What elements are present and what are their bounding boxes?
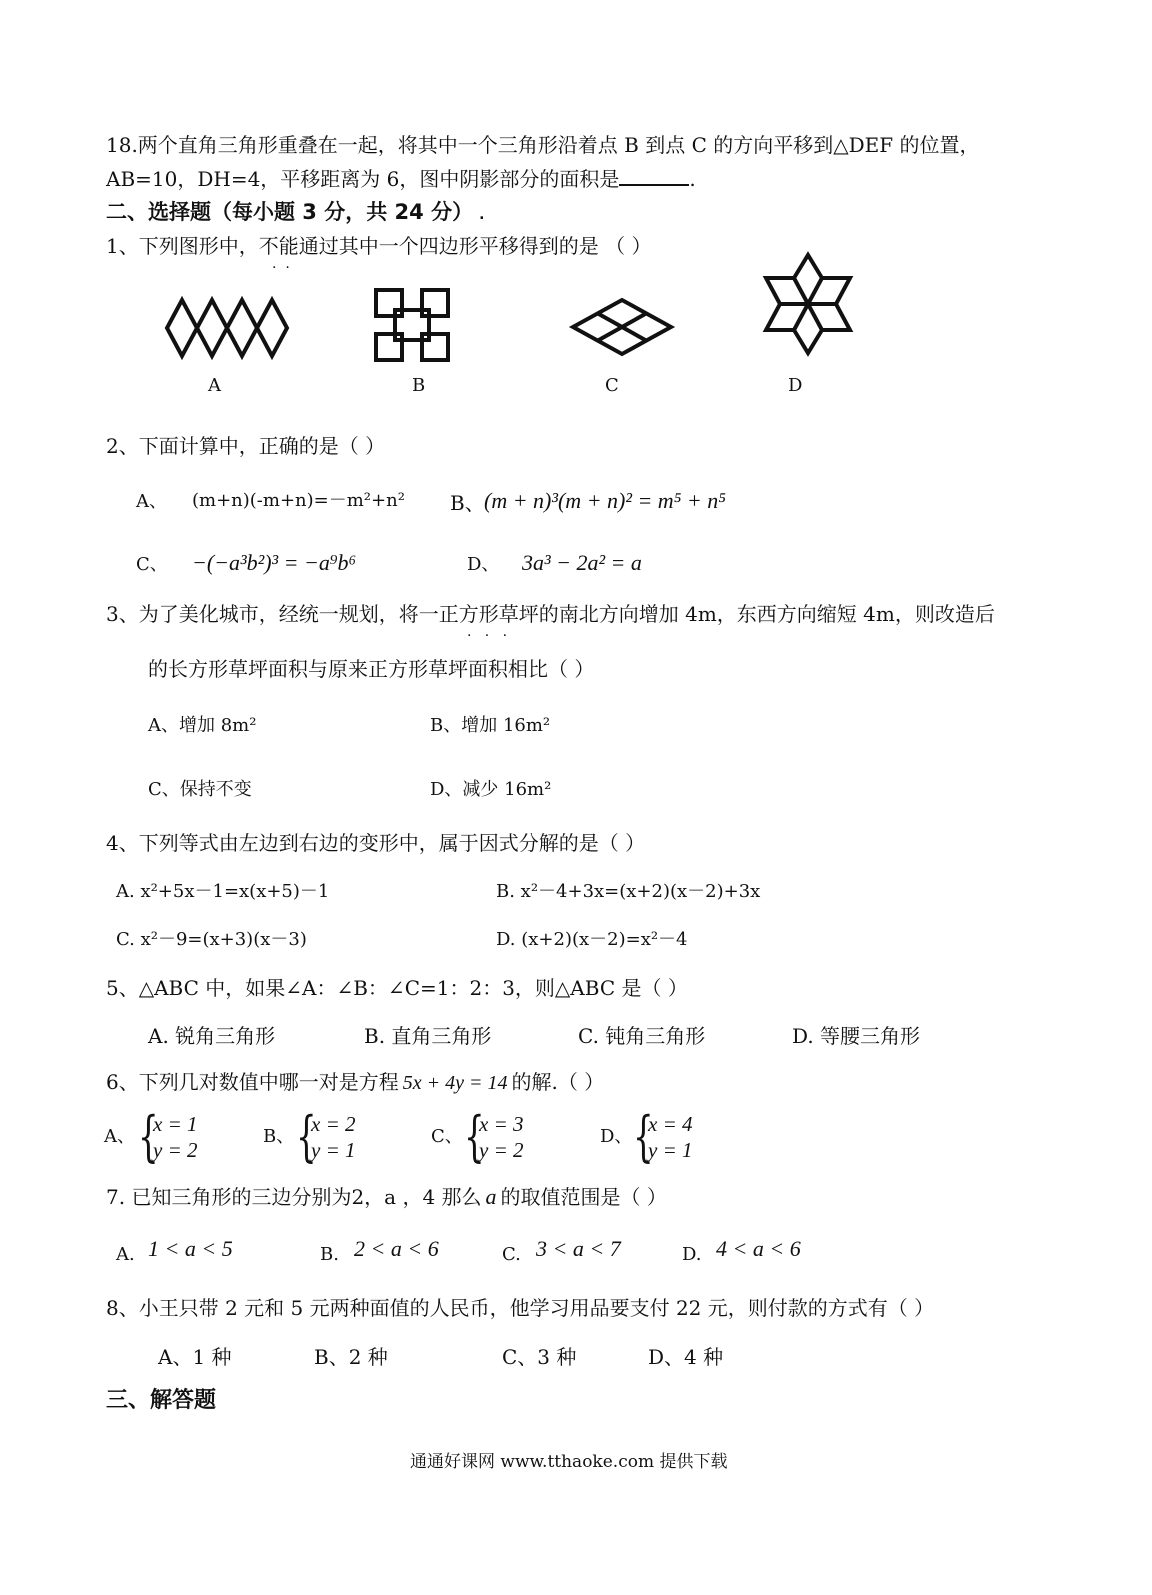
answer-blank[interactable] bbox=[619, 166, 689, 186]
figure-b-square-grid bbox=[373, 288, 453, 362]
q4-option-a: A. x²+5x－1=x(x+5)－1 bbox=[116, 881, 330, 902]
figure-d-star bbox=[760, 252, 856, 356]
q3-line1-a: 3、为了美化城市，经统一规划，将一 bbox=[106, 602, 439, 626]
q5-option-d: D. 等腰三角形 bbox=[792, 1024, 921, 1048]
q4-option-c: C. x²－9=(x+3)(x－3) bbox=[116, 929, 307, 950]
q3-option-d: D、减少 16m² bbox=[430, 779, 552, 800]
q1-stem bbox=[106, 236, 651, 256]
q6-option-c-label: C、 bbox=[431, 1126, 463, 1147]
q7-option-b-expr: 2 < a < 6 bbox=[354, 1236, 439, 1261]
q6-option-a-x: x = 1 bbox=[153, 1112, 198, 1136]
q1-stem-emph: 不能 bbox=[258, 234, 299, 258]
emphasis-dots: . . bbox=[272, 256, 290, 272]
q8-option-c: C、3 种 bbox=[502, 1345, 577, 1369]
q18-line2-end: . bbox=[689, 167, 696, 191]
q7-option-b-label: B. bbox=[320, 1244, 339, 1265]
q18-line1: 18.两个直角三角形重叠在一起，将其中一个三角形沿着点 B 到点 C 的方向平移到△DEF 的位置， bbox=[106, 133, 980, 157]
q7-option-d-expr: 4 < a < 6 bbox=[716, 1236, 801, 1261]
q5-option-c: C. 钝角三角形 bbox=[578, 1024, 706, 1048]
q7-option-d-label: D. bbox=[682, 1244, 702, 1265]
q6-option-d-y: y = 1 bbox=[648, 1138, 693, 1162]
section2-title bbox=[106, 202, 484, 223]
q6-option-d-label: D、 bbox=[600, 1126, 633, 1147]
section3-title: 三、解答题 bbox=[106, 1388, 217, 1413]
figure-label-a: A bbox=[208, 375, 221, 396]
brace-icon: { bbox=[138, 1105, 159, 1168]
q3-line1 bbox=[106, 604, 995, 624]
q3-option-a: A、增加 8m² bbox=[148, 715, 257, 736]
figure-c-rhombus bbox=[570, 297, 674, 357]
q7-option-c-label: C. bbox=[502, 1244, 521, 1265]
q5-option-a: A. 锐角三角形 bbox=[148, 1024, 276, 1048]
q8-option-b: B、2 种 bbox=[314, 1345, 388, 1369]
brace-icon: { bbox=[464, 1105, 485, 1168]
brace-icon: { bbox=[296, 1105, 317, 1168]
q8-option-d: D、4 种 bbox=[648, 1345, 724, 1369]
q1-stem-c: 通过其中一个四边形平移得到的是 （ ） bbox=[298, 234, 652, 258]
q6-option-b-y: y = 1 bbox=[311, 1138, 356, 1162]
brace-icon: { bbox=[633, 1105, 654, 1168]
q2-option-b-label: B、 bbox=[450, 491, 485, 515]
q4-stem: 4、下列等式由左边到右边的变形中，属于因式分解的是（ ） bbox=[106, 831, 646, 855]
q3-line1-c: 草坪的南北方向增加 4m，东西方向缩短 4m，则改造后 bbox=[498, 602, 995, 626]
q7-variable: a bbox=[485, 1184, 497, 1209]
q2-option-a-expr: (m+n)(-m+n)=－m²+n² bbox=[192, 490, 405, 511]
q6-option-a-label: A、 bbox=[104, 1126, 135, 1147]
q5-stem: 5、△ABC 中，如果∠A：∠B：∠C=1：2：3，则△ABC 是（ ） bbox=[106, 976, 688, 1000]
q7-stem bbox=[106, 1186, 667, 1208]
section2-title-text: 二、选择题（每小题 3 分，共 24 分） bbox=[106, 200, 474, 224]
q18-line2 bbox=[106, 166, 696, 189]
q6-option-b-label: B、 bbox=[263, 1126, 295, 1147]
q6-stem bbox=[106, 1072, 604, 1093]
q3-line2: 的长方形草坪面积与原来正方形草坪面积相比（ ） bbox=[148, 657, 595, 681]
q8-option-a: A、1 种 bbox=[158, 1345, 232, 1369]
q6-option-b-system bbox=[311, 1111, 356, 1163]
q2-option-d-label: D、 bbox=[467, 554, 500, 575]
q2-stem: 2、下面计算中，正确的是（ ） bbox=[106, 434, 386, 458]
q4-option-d: D. (x+2)(x－2)=x²－4 bbox=[496, 929, 688, 950]
q6-option-a-system bbox=[153, 1111, 198, 1163]
q6-option-c-y: y = 2 bbox=[479, 1138, 524, 1162]
q4-option-b: B. x²－4+3x=(x+2)(x－2)+3x bbox=[496, 881, 761, 902]
q3-option-c: C、保持不变 bbox=[148, 779, 252, 800]
q5-option-b: B. 直角三角形 bbox=[364, 1024, 492, 1048]
q6-option-c-system bbox=[479, 1111, 524, 1163]
figure-a-rhombus-chain bbox=[164, 297, 290, 361]
q6-stem-a: 6、下列几对数值中哪一对是方程 bbox=[106, 1070, 399, 1094]
q6-option-a-y: y = 2 bbox=[153, 1138, 198, 1162]
q6-option-d-system bbox=[648, 1111, 693, 1163]
section2-mark: . bbox=[479, 207, 485, 223]
q3-line1-emph: 正方形 bbox=[438, 602, 499, 626]
q7-stem-b: 的取值范围是（ ） bbox=[500, 1185, 667, 1209]
q2-option-c-expr: −(−a³b²)³ = −a⁹b⁶ bbox=[192, 550, 357, 575]
figure-label-d: D bbox=[788, 375, 803, 396]
q2-option-a-label: A、 bbox=[136, 491, 167, 512]
q6-equation: 5x + 4y = 14 bbox=[402, 1072, 508, 1094]
figure-label-b: B bbox=[412, 375, 426, 396]
q18-line2-text: AB=10，DH=4，平移距离为 6，图中阴影部分的面积是 bbox=[106, 167, 620, 191]
q3-option-b: B、增加 16m² bbox=[430, 715, 551, 736]
q6-option-c-x: x = 3 bbox=[479, 1112, 524, 1136]
q6-stem-b: 的解.（ ） bbox=[511, 1070, 605, 1094]
q1-stem-a: 1、下列图形中， bbox=[106, 234, 259, 258]
q7-stem-a: 7. 已知三角形的三边分别为2，a ，4 那么 bbox=[106, 1185, 482, 1209]
q6-option-d-x: x = 4 bbox=[648, 1112, 693, 1136]
page-footer: 通通好课网 www.tthaoke.com 提供下载 bbox=[410, 1452, 728, 1472]
emphasis-dots: . . . bbox=[467, 624, 508, 640]
q2-option-c-label: C、 bbox=[136, 554, 168, 575]
q7-option-a-expr: 1 < a < 5 bbox=[148, 1236, 233, 1261]
q6-option-b-x: x = 2 bbox=[311, 1112, 356, 1136]
figure-label-c: C bbox=[605, 375, 619, 396]
q2-option-d-expr: 3a³ − 2a² = a bbox=[522, 550, 642, 575]
q2-option-b-expr: (m + n)³(m + n)² = m⁵ + n⁵ bbox=[484, 488, 726, 513]
q7-option-a-label: A. bbox=[116, 1244, 135, 1265]
q8-stem: 8、小王只带 2 元和 5 元两种面值的人民币，他学习用品要支付 22 元，则付款的方式有（ ） bbox=[106, 1296, 935, 1320]
q7-option-c-expr: 3 < a < 7 bbox=[536, 1236, 621, 1261]
